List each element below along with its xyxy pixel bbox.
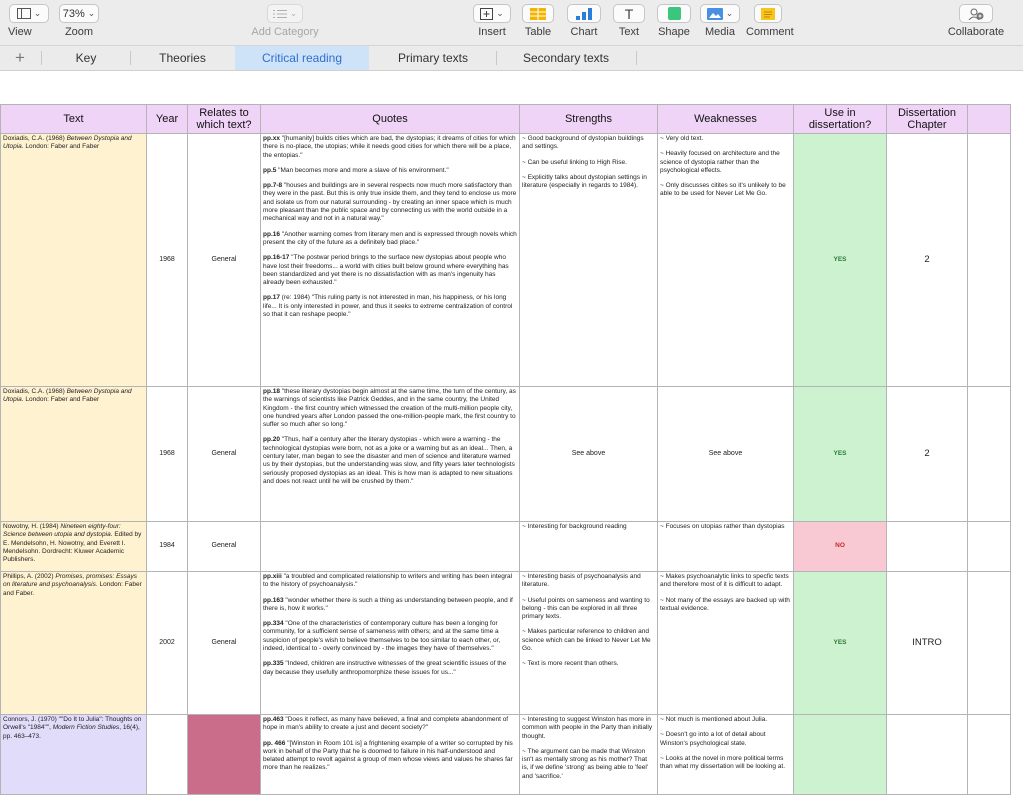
toolbar [0, 0, 1023, 46]
use-cell[interactable] [794, 715, 887, 795]
zoom-value: 73% [62, 7, 85, 20]
tab-critical-reading[interactable]: Critical reading [235, 46, 369, 70]
insert-icon [480, 8, 493, 20]
chevron-down-icon: ⌄ [33, 8, 42, 18]
shape-control[interactable] [657, 4, 691, 38]
quote: pp. 466 "[Winston in Room 101 is] a frightening example of a writer so corrupted by his work in behalf of the Party that he is doomed to failure in his half-understood and belated attempt to revolt against a group of men whose views and values he shares far more than he realizes." [263, 739, 513, 772]
weakness-item: ~ Doesn't go into a lot of detail about Winston's psychological state. [660, 731, 766, 747]
weaknesses-cell[interactable] [658, 522, 794, 572]
citation-title: Between Dystopia and Utopia [3, 135, 132, 151]
citation-title: Between Dystopia and Utopia [3, 388, 132, 404]
quote: pp.463 "Does it reflect, as many have believed, a final and complete abandonment of hope in man's ability to create a just and decent society?" [263, 716, 509, 732]
chart-control[interactable] [566, 4, 602, 38]
quote: pp.17 (re: 1984) "This ruling party is not interested in man, his happiness, or his long life... It is only interested in power, and thus it seeks to extreme centralization of control so that it can reshape people." [263, 294, 513, 319]
table-row [1, 134, 1011, 387]
tab-secondary-texts[interactable]: Secondary texts [522, 51, 610, 65]
chevron-down-icon: ⌄ [289, 8, 298, 18]
quote: pp.xiii "a troubled and complicated relationship to writers and writing has been integral to the history of psychoanalysis." [263, 573, 513, 589]
quotes-cell[interactable] [261, 387, 520, 522]
relates-cell[interactable]: General [188, 522, 261, 572]
citation-title: Modern Fiction Studies [52, 724, 120, 732]
empty-cell[interactable] [968, 387, 1011, 522]
shape-icon [668, 7, 681, 20]
strength-item: ~ Makes particular reference to children and science which can be linked to Never Let Me Go. [522, 628, 651, 653]
relates-cell[interactable]: General [188, 387, 261, 522]
strengths-cell[interactable]: See above [520, 387, 658, 522]
weaknesses-cell[interactable]: See above [658, 387, 794, 522]
quotes-cell[interactable] [261, 715, 520, 795]
add-sheet-icon[interactable]: + [15, 48, 25, 67]
collaborate-icon [968, 8, 984, 20]
quote: pp.16 "Another warning comes from literary men and is expressed through novels which present the city of the future as a definitely bad place." [263, 230, 517, 246]
strength-item: ~ The argument can be made that Winston isn't as mentally strong as his mother? That is, if we define 'strong' as being able to 'feel' and 'sacrifice.' [522, 747, 649, 780]
text-cell[interactable] [1, 134, 147, 387]
weakness-item: ~ Not much is mentioned about Julia. [660, 716, 768, 723]
strength-item: ~ Can be useful linking to High Rise. [522, 158, 627, 166]
strengths-cell[interactable] [520, 134, 658, 387]
strength-item: ~ Interesting for background reading [522, 523, 627, 530]
strength-item: ~ Good background of dystopian buildings and settings. [522, 135, 644, 151]
tab-theories[interactable]: Theories [159, 51, 206, 65]
strength-item: ~ Interesting basis of psychoanalysis and literature. [522, 573, 641, 589]
strength-item: ~ Interesting to suggest Winston has more in common with people in the Party than initially thought. [522, 716, 653, 740]
quote: pp.334 "One of the characteristics of contemporary culture has been a longing for community, for a sufficient sense of sameness with others; and at the same time a suspicion of people's wish to believe themselves to be too similar to each other, or, indeed, identical to - overly convinced by - the images they have of themselves." [263, 620, 501, 653]
header-quotes[interactable]: Quotes [261, 105, 520, 134]
strength-item: ~ Text is more recent than others. [522, 660, 619, 668]
citation-details: . London: Faber and Faber [21, 396, 100, 404]
tab-key[interactable]: Key [75, 51, 97, 65]
strengths-cell[interactable] [520, 522, 658, 572]
citation-details: . London: Faber and Faber. [3, 581, 142, 597]
citation-author: Nowotny, H. (1984) [3, 523, 61, 530]
citation-title: Nineteen eighty-four: Science between utopia and dystopia [3, 523, 121, 539]
header-relates[interactable]: Relates to which text? [188, 105, 261, 134]
weakness-item: ~ Looks at the novel in more political terms than what my dissertation will be looking at. [660, 754, 786, 771]
chart-button[interactable] [567, 4, 601, 23]
header-strengths[interactable]: Strengths [520, 105, 658, 134]
tab-primary-texts[interactable]: Primary texts [397, 51, 468, 65]
table-button[interactable] [522, 4, 554, 23]
tab-divider [636, 51, 637, 65]
header-weaknesses[interactable]: Weaknesses [658, 105, 794, 134]
shape-button[interactable] [657, 4, 691, 23]
media-label: Media [705, 26, 735, 38]
use-cell[interactable]: YES [794, 572, 887, 715]
quotes-cell[interactable] [261, 134, 520, 387]
quote: pp.335 "Indeed, children are instructive witnesses of the great scientific issues of the day because they usefully anthropomorphize these issues for us..." [263, 660, 507, 676]
chapter-cell[interactable]: 2 [887, 387, 968, 522]
insert-label: Insert [478, 26, 506, 38]
text-button[interactable] [613, 4, 645, 23]
year-cell[interactable] [147, 715, 188, 795]
year-cell[interactable]: 1968 [147, 134, 188, 387]
list-icon [273, 9, 287, 19]
image-icon [707, 8, 723, 20]
quote: pp.7-8 "houses and buildings are in several respects now much more satisfactory than they were in the past. But this is only true inside them, and they tend to enclose us more and isolate us from our natural surrounding - by creating an inner space which is much more pleasant than the public space and by connecting us with the world outside in a mechanical way and not in a natural way." [263, 182, 517, 223]
weaknesses-cell[interactable] [658, 715, 794, 795]
text-icon: T [624, 5, 634, 22]
add-category-button[interactable] [267, 4, 303, 23]
strengths-cell[interactable] [520, 572, 658, 715]
use-cell[interactable]: YES [794, 387, 887, 522]
citation-author: Doxiadis, C.A. (1968) [3, 135, 67, 142]
strengths-cell[interactable] [520, 715, 658, 795]
quotes-cell[interactable] [261, 522, 520, 572]
text-cell[interactable] [1, 572, 147, 715]
strength-item: ~ Useful points on sameness and wanting to belong - this can be explored in all three primary texts. [522, 596, 650, 621]
critical-reading-table [0, 104, 1011, 795]
header-text[interactable]: Text [1, 105, 147, 134]
chapter-cell[interactable] [887, 522, 968, 572]
chapter-cell[interactable]: 2 [887, 134, 968, 387]
table-row [1, 387, 1011, 522]
quote: pp.xx "[humanity] builds cities which are bad, the dystopias; it dreams of cities for which there is no-place, the utopias; while it needs good cities for which there will be a place, the entopias." [263, 135, 516, 159]
relates-cell[interactable]: General [188, 572, 261, 715]
use-cell[interactable]: NO [794, 522, 887, 572]
quotes-cell[interactable] [261, 572, 520, 715]
table-label: Table [524, 26, 552, 38]
view-control[interactable] [8, 4, 50, 38]
sidebar-icon [17, 8, 31, 19]
citation-details: . Edited by E. Mendelsohn, H. Nowotny, and Everett I. Mendelsohn. Dordrecht: Kluwer Academic Publishers. [3, 531, 142, 564]
header-chapter[interactable]: Dissertation Chapter [887, 105, 968, 134]
year-cell[interactable]: 1968 [147, 387, 188, 522]
add-category-label: Add Category [251, 26, 319, 38]
add-category-control[interactable] [250, 4, 320, 38]
use-cell[interactable]: YES [794, 134, 887, 387]
strength-item: ~ Explicitly talks about dystopian settings in literature (especially in regards to 1984). [522, 173, 647, 190]
table-row [1, 572, 1011, 715]
empty-cell[interactable] [968, 572, 1011, 715]
header-row [1, 105, 1011, 134]
collaborate-button[interactable] [959, 4, 993, 23]
shape-label: Shape [658, 26, 690, 38]
weakness-item: ~ Makes psychoanalytic links to specfic texts and therefore most of it is difficult to adapt. [660, 573, 789, 589]
insert-button[interactable] [473, 4, 511, 23]
weakness-item: ~ Only discusses citites so it's unlikely to be able to be used for Never Let Me Go. [660, 182, 786, 198]
comment-button[interactable] [754, 4, 782, 23]
quote: pp.16-17 "The postwar period brings to the surface new dystopias about people who have lost their freedoms... a world with cities built below ground where everything has been standardized and yet there is no dissatisfaction with as man's ingenuity has already been exhausted." [263, 254, 509, 287]
collaborate-label: Collaborate [947, 26, 1005, 38]
header-use[interactable]: Use in dissertation? [794, 105, 887, 134]
table-row [1, 522, 1011, 572]
citation-author: Doxiadis, C.A. (1968) [3, 388, 67, 395]
year-cell[interactable]: 2002 [147, 572, 188, 715]
bar-chart-icon [576, 8, 592, 20]
media-button[interactable] [700, 4, 740, 23]
text-cell[interactable] [1, 387, 147, 522]
citation-author: Phillips, A. (2002) [3, 573, 56, 580]
comment-label: Comment [746, 26, 794, 38]
sheet-tab-bar [0, 46, 1023, 71]
table-icon [530, 8, 546, 20]
header-empty[interactable] [968, 105, 1011, 134]
collaborate-control[interactable] [946, 4, 1006, 38]
relates-cell[interactable] [188, 715, 261, 795]
citation-author: Connors, J. (1970) ""Do It to Julia": Thoughts on Orwell's "1984"", [3, 716, 142, 732]
insert-control[interactable] [472, 4, 512, 38]
weakness-item: ~ Focuses on utopias rather than dystopias [660, 523, 785, 530]
weakness-item: ~ Not many of the essays are backed up with textual evidence. [660, 596, 790, 612]
quote: pp.20 "Thus, half a century after the literary dystopias - which were a warning - the technological dystopias were born, not as a joke or a warning but as an ideal... Then, a century later, man began to see the disaster and men of science and literature warned us by their dystopias, but the understanding was slow, and fifty years later technologists seriously proposed dystopias as an ideal. This is how man is adapted to new situations and does not react until he will be crushed by them." [263, 436, 515, 485]
chevron-down-icon: ⌄ [496, 8, 504, 18]
view-label: View [8, 26, 32, 38]
quote: pp.18 "these literary dystopias begin almost at the same time, the turn of the century, as the warnings of scientists like Patrick Geddes, and in the same country, the United Kingdom - the first country which witnessed the creation of the multi-million people city, one hundred years after London passed the one-million-people mark, the first country to suffer so much after so long." [263, 388, 516, 429]
empty-cell[interactable] [968, 522, 1011, 572]
spreadsheet-area [0, 104, 1011, 795]
table-control[interactable] [519, 4, 557, 38]
quote: pp.163 "wonder whether there is such a thing as understanding between people, and if there is, how it works." [263, 596, 513, 612]
chevron-down-icon: ⌄ [87, 8, 96, 18]
quote: pp.5 "Man becomes more and more a slave of his environment." [263, 166, 449, 174]
zoom-button[interactable] [59, 4, 99, 23]
weaknesses-cell[interactable] [658, 134, 794, 387]
media-control[interactable] [700, 4, 740, 38]
chart-label: Chart [570, 26, 598, 38]
weakness-item: ~ Heavily focused on architecture and the science of dystopia rather than the psychological effects. [660, 150, 780, 174]
text-label: Text [618, 26, 640, 38]
chapter-cell[interactable]: INTRO [887, 572, 968, 715]
table-row [1, 715, 1011, 795]
chevron-down-icon: ⌄ [725, 8, 734, 18]
comment-control[interactable] [746, 4, 794, 38]
empty-cell[interactable] [968, 715, 1011, 795]
zoom-control[interactable] [58, 4, 100, 38]
header-year[interactable]: Year [147, 105, 188, 134]
zoom-label: Zoom [64, 26, 94, 38]
empty-cell[interactable] [968, 134, 1011, 387]
citation-details: , 16(4), pp. 463–473. [3, 724, 140, 740]
view-button[interactable] [9, 4, 49, 23]
year-cell[interactable]: 1984 [147, 522, 188, 572]
text-cell[interactable] [1, 522, 147, 572]
citation-title: Promises, promises: Essays on literature and psychoanalysis [3, 573, 138, 589]
text-cell[interactable] [1, 715, 147, 795]
text-control[interactable] [612, 4, 646, 38]
weakness-item: ~ Very old text. [660, 135, 704, 142]
weaknesses-cell[interactable] [658, 572, 794, 715]
chapter-cell[interactable] [887, 715, 968, 795]
relates-cell[interactable]: General [188, 134, 261, 387]
comment-icon [761, 8, 775, 20]
citation-details: . London: Faber and Faber [21, 143, 100, 151]
